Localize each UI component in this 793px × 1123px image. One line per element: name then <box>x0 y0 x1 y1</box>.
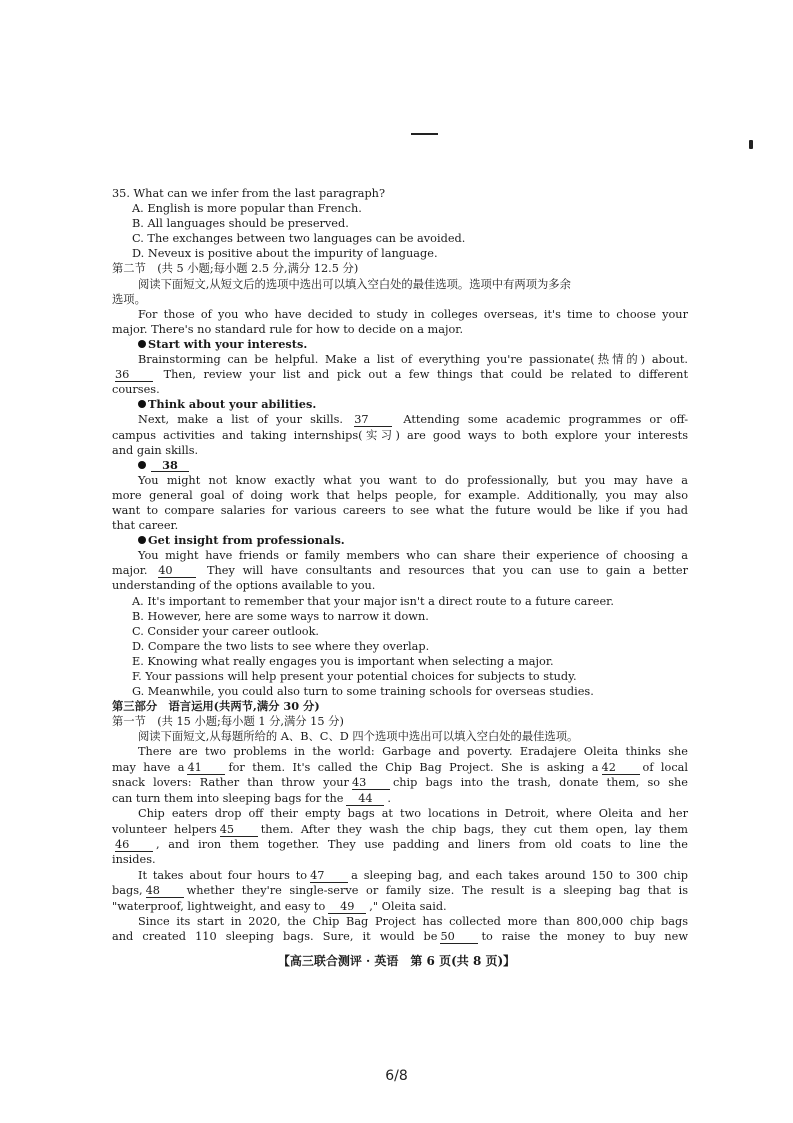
passage-line: understanding of the options available to you. <box>112 579 376 593</box>
answer-blank-49[interactable]: 49 <box>328 901 366 914</box>
passage-line: "waterproof, lightweight, and easy to 49 ," Oleita said. <box>112 899 447 913</box>
choice-d: D. Compare the two lists to see where they overlap. <box>132 639 430 653</box>
answer-blank-45[interactable]: 45 <box>220 824 258 837</box>
q35-question: 35. What can we infer from the last paragraph? <box>112 187 386 200</box>
answer-blank-47[interactable]: 47 <box>310 870 348 883</box>
answer-blank-40[interactable]: 40 <box>158 565 196 578</box>
passage-line: It takes about four hours to 47 a sleeping bag, and each takes around 150 to 300 chip <box>138 868 688 882</box>
q35-option-d: D. Neveux is positive about the impurity of language. <box>132 247 438 261</box>
subheading-abilities: Think about your abilities. <box>112 397 688 412</box>
section2-instructions: 阅读下面短文,从短文后的选项中选出可以填入空白处的最佳选项。选项中有两项为多余 <box>138 277 571 291</box>
passage-line: volunteer helpers 45 them. After they wash the chip bags, they cut them open, lay them <box>112 822 688 836</box>
answer-blank-37[interactable]: 37 <box>354 414 392 427</box>
choice-a: A. It's important to remember that your major isn't a direct route to a future career. <box>132 594 614 608</box>
page-number: 6/8 <box>385 1068 408 1084</box>
section2-instructions-cont: 选项。 <box>112 292 146 306</box>
passage-line: You might not know exactly what you want to do professionally, but you may have a <box>138 473 688 487</box>
part3-instructions: 阅读下面短文,从每题所给的 A、B、C、D 四个选项中选出可以填入空白处的最佳选项。 <box>138 730 579 744</box>
passage-line: more general goal of doing work that helps people, for example. Additionally, you may also <box>112 488 688 502</box>
passage-line: and created 110 sleeping bags. Sure, it would be 50 to raise the money to buy new <box>112 930 688 944</box>
q35-option-c: C. The exchanges between two languages can be avoided. <box>132 232 466 246</box>
answer-blank-48[interactable]: 48 <box>146 885 184 898</box>
subheading-38 <box>112 458 688 473</box>
answer-blank-41[interactable]: 41 <box>187 762 225 775</box>
part3-title: 第三部分 语言运用(共两节,满分 30 分) <box>112 699 320 714</box>
choice-b: B. However, here are some ways to narrow it down. <box>132 609 429 623</box>
passage-line: Since its start in 2020, the Chip Bag Project has collected more than 800,000 chip bags <box>138 914 688 928</box>
bullet-icon <box>138 400 146 408</box>
passage-line: 36 Then, review your list and pick out a few things that could be related to different <box>115 368 688 382</box>
exam-page-content <box>112 186 688 945</box>
passage-line: Next, make a list of your skills. 37 Attending some academic programmes or off- <box>138 413 689 427</box>
answer-blank-46[interactable]: 46 <box>115 839 153 852</box>
choice-f: F. Your passions will help present your potential choices for subjects to study. <box>132 670 577 683</box>
passage-line: insides. <box>112 853 156 867</box>
passage-line: Brainstorming can be helpful. Make a list of everything you're passionate(热情的) about. <box>138 353 688 367</box>
bullet-icon <box>138 340 146 348</box>
section2-title: 第二节 (共 5 小题;每小题 2.5 分,满分 12.5 分) <box>112 262 359 276</box>
passage-line: Chip eaters drop off their empty bags at two locations in Detroit, where Oleita and her <box>138 807 688 821</box>
passage-line: can turn them into sleeping bags for the 44 . <box>112 791 392 805</box>
passage-line: want to compare salaries for various careers to see what the future would be like if you had <box>112 503 688 517</box>
passage-line: There are two problems in the world: Garbage and poverty. Eradajere Oleita thinks she <box>138 745 688 759</box>
scan-edge-mark <box>749 140 753 149</box>
answer-blank-42[interactable]: 42 <box>602 762 640 775</box>
bullet-icon <box>138 536 146 544</box>
subheading-professionals: Get insight from professionals. <box>112 533 688 548</box>
passage-line: that career. <box>112 519 179 533</box>
choice-g: G. Meanwhile, you could also turn to some training schools for overseas studies. <box>132 685 594 699</box>
answer-blank-50[interactable]: 50 <box>440 931 478 944</box>
passage-line: courses. <box>112 383 160 397</box>
passage-line: campus activities and taking internships(实习) are good ways to both explore your interests <box>112 428 688 442</box>
scan-dash-mark <box>411 133 438 135</box>
part3-section1-title: 第一节 (共 15 小题;每小题 1 分,满分 15 分) <box>112 715 344 729</box>
subheading-interests: Start with your interests. <box>112 337 688 352</box>
q35-option-a: A. English is more popular than French. <box>132 202 362 216</box>
passage-line: For those of you who have decided to study in colleges overseas, it's time to choose your <box>138 307 688 321</box>
passage-line: major. There's no standard rule for how to decide on a major. <box>112 322 464 336</box>
bullet-icon <box>138 461 146 469</box>
answer-blank-43[interactable]: 43 <box>352 777 390 790</box>
answer-blank-38[interactable]: 38 <box>151 459 189 472</box>
passage-line: major. 40 They will have consultants and resources that you can use to gain a better <box>112 564 688 578</box>
passage-line: snack lovers: Rather than throw your 43 chip bags into the trash, donate them, so she <box>112 776 688 790</box>
page-footer: 【高三联合测评 · 英语 第 6 页(共 8 页)】 <box>277 954 516 968</box>
choice-e: E. Knowing what really engages you is important when selecting a major. <box>132 654 554 668</box>
passage-line: bags, 48 whether they're single-serve or family size. The result is a sleeping bag that is <box>112 884 688 898</box>
passage-line: You might have friends or family members who can share their experience of choosing a <box>138 549 688 563</box>
answer-blank-36[interactable]: 36 <box>115 369 153 382</box>
choice-c: C. Consider your career outlook. <box>132 624 320 638</box>
passage-line: and gain skills. <box>112 443 199 457</box>
passage-line: may have a 41 for them. It's called the Chip Bag Project. She is asking a 42 of local <box>112 760 688 774</box>
q35-option-b: B. All languages should be preserved. <box>132 217 349 231</box>
answer-blank-44[interactable]: 44 <box>346 793 384 806</box>
passage-line: 46 , and iron them together. They use padding and liners from old coats to line the <box>115 837 688 851</box>
